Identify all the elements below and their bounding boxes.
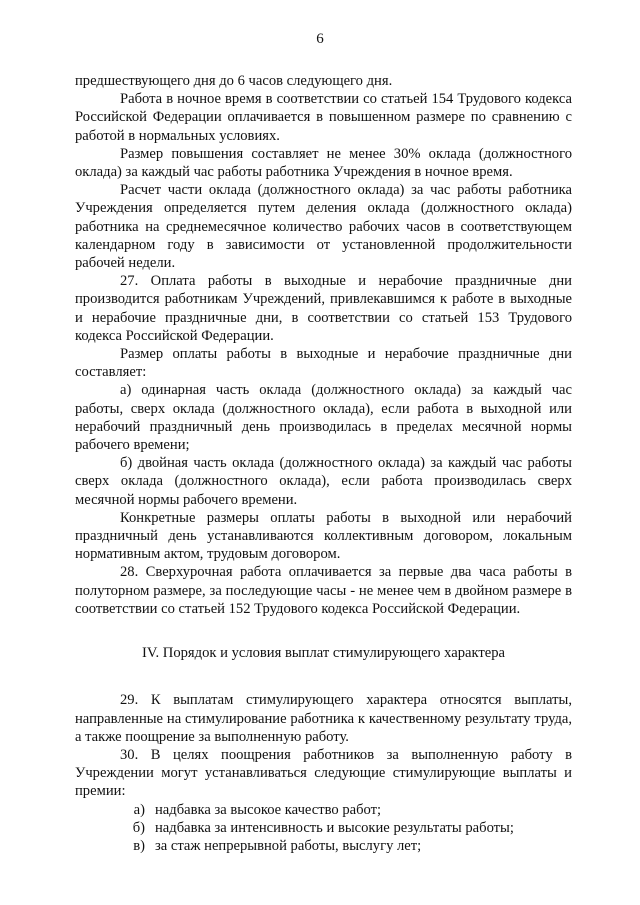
paragraph: Работа в ночное время в соответствии со статьей 154 Трудового кодекса Российской Федерации оплачивается в повышенном размере по сравнению с работой в нормальных условиях. <box>75 91 572 144</box>
list-item-text: за стаж непрерывной работы, выслугу лет; <box>155 837 422 854</box>
list-marker: а) <box>133 801 145 818</box>
list-marker: в) <box>133 837 145 854</box>
document-body <box>75 72 572 855</box>
paragraph: Конкретные размеры оплаты работы в выходной или нерабочий праздничный день устанавливаются коллективным договором, локальным нормативным актом, трудовым договором. <box>75 509 572 563</box>
paragraph: 29. К выплатам стимулирующего характера относятся выплаты, направленные на стимулирование работника к качественному результату труда, а также поощрение за выполненную работу. <box>75 692 572 745</box>
paragraph: б) двойная часть оклада (должностного оклада) за каждый час работы сверх оклада (должностного оклада), если работа производилась сверх месячной нормы рабочего времени. <box>75 455 572 508</box>
paragraph: Размер оплаты работы в выходные и нерабочие праздничные дни составляет: <box>75 346 572 381</box>
list-item <box>75 819 572 837</box>
list-item-text: надбавка за высокое качество работ; <box>155 801 382 818</box>
list-item <box>75 801 572 819</box>
paragraph: Расчет части оклада (должностного оклада) за час работы работника Учреждения определяется путем деления оклада (должностного оклада) работника на среднемесячное количество рабочих часов в соответствующем календарном году в зависимости от установленной продолжительности рабочей недели. <box>75 182 572 272</box>
paragraph: 30. В целях поощрения работников за выполненную работу в Учреждении могут устанавливаться следующие стимулирующие выплаты и премии: <box>75 746 572 800</box>
paragraph: 27. Оплата работы в выходные и нерабочие праздничные дни производится работникам Учреждений, привлекавшимся к работе в выходные и нерабочие праздничные дни, в соответствии со статьей 153 Трудового кодекса Российской Федерации. <box>75 273 572 344</box>
page-number: 6 <box>316 31 324 47</box>
paragraph: а) одинарная часть оклада (должностного оклада) за каждый час работы, сверх оклада (должностного оклада), если работа в выходной или нерабочий праздничный день производилась в пределах месячной нормы рабочего времени; <box>75 382 572 454</box>
paragraph: Размер повышения составляет не менее 30% оклада (должностного оклада) за каждый час работы работника Учреждения в ночное время. <box>75 145 572 181</box>
list-item-text: надбавка за интенсивность и высокие результаты работы; <box>155 819 514 836</box>
section-heading: IV. Порядок и условия выплат стимулирующего характера <box>141 645 506 662</box>
paragraph: 28. Сверхурочная работа оплачивается за первые два часа работы в полуторном размере, за последующие часы - не менее чем в двойном размере в соответствии со статьей 152 Трудового кодекса Российской Федерации. <box>75 564 572 617</box>
list-marker: б) <box>132 819 145 836</box>
paragraph: предшествующего дня до 6 часов следующего дня. <box>75 73 393 89</box>
list-item <box>75 837 572 855</box>
